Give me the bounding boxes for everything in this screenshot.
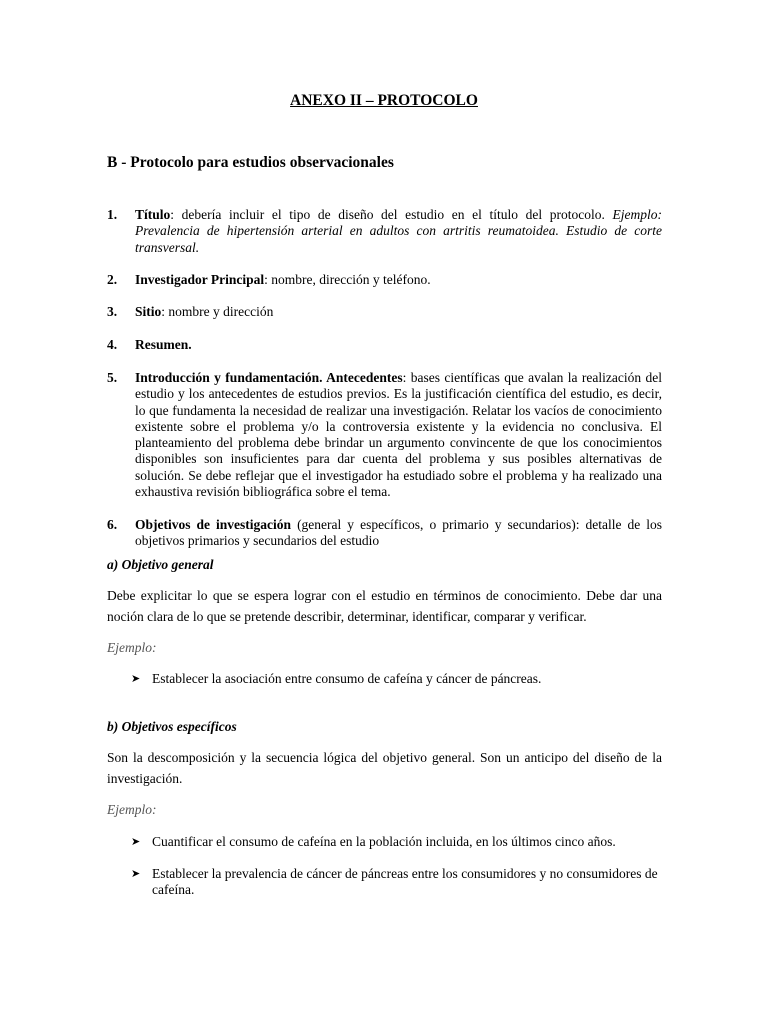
item-text: : bases científicas que avalan la realización del estudio y los antecedentes de estudios previos. Es la justificación científica del estudio, es decir, lo que fundamenta la necesidad de realizar una investigación. Relatar los vacíos de conocimiento existente sobre el problema y/o la controversia existente y la evidencia no conclusiva. El planteamiento del problema debe brindar un argumento convincente de que los conocimientos disponibles son insuficientes para dar cuenta del problema y sus posibles alternativas de solución. Se debe reflejar que el investigador ha estudiado sobre el problema y ha realizado una exhaustiva revisión bibliográfica sobre el tema.	[135, 370, 663, 500]
item-number: 6.	[107, 517, 118, 532]
list-item	[107, 207, 662, 256]
item-label: Resumen.	[135, 337, 192, 352]
paragraph-specific: Son la descomposición y la secuencia lógica del objetivo general. Son un anticipo del diseño de la investigación.	[107, 750, 662, 786]
item-text: : nombre y dirección	[161, 304, 274, 319]
item-number: 2.	[107, 272, 118, 287]
page-title: ANEXO II – PROTOCOLO	[290, 92, 478, 109]
list-item	[107, 517, 662, 550]
subsection-heading-general: a) Objetivo general	[107, 557, 214, 572]
arrowhead-bullet-icon: ➤	[131, 867, 141, 880]
bullet-text: Establecer la prevalencia de cáncer de páncreas entre los consumidores y no consumidores de cafeína.	[152, 866, 658, 898]
item-text: (general y específicos, o primario y secundarios): detalle de los objetivos primarios y secundarios del estudio	[135, 517, 662, 549]
section-heading: B - Protocolo para estudios observacionales	[107, 154, 394, 171]
arrowhead-bullet-icon: ➤	[131, 835, 141, 848]
item-label: Objetivos de investigación	[135, 517, 292, 532]
item-text: : debería incluir el tipo de diseño del estudio en el título del protocolo.	[170, 207, 613, 222]
item-label: Investigador Principal	[135, 272, 265, 287]
item-example: Ejemplo: Prevalencia de hipertensión arterial en adultos con artritis reumatoidea. Estudio de corte transversal.	[135, 207, 662, 255]
list-item	[107, 370, 662, 500]
bullet-item	[131, 671, 662, 687]
paragraph-general: Debe explicitar lo que se espera lograr con el estudio en términos de conocimiento. Debe dar una noción clara de lo que se pretende describir, determinar, identificar, comparar y verificar.	[107, 588, 662, 624]
item-number: 5.	[107, 370, 118, 385]
subsection-heading-specific: b) Objetivos específicos	[107, 719, 237, 734]
bullet-text: Establecer la asociación entre consumo de cafeína y cáncer de páncreas.	[152, 671, 542, 686]
bullet-item	[131, 834, 662, 850]
list-item	[107, 272, 662, 288]
item-text: : nombre, dirección y teléfono.	[264, 272, 431, 287]
list-item	[107, 304, 662, 320]
example-label: Ejemplo:	[107, 640, 157, 655]
item-number: 4.	[107, 337, 118, 352]
list-item	[107, 337, 662, 353]
example-label: Ejemplo:	[107, 802, 157, 817]
item-label: Título	[135, 207, 171, 222]
bullet-text: Cuantificar el consumo de cafeína en la población incluida, en los últimos cinco años.	[152, 834, 616, 849]
item-label: Sitio	[135, 304, 162, 319]
bullet-item	[131, 866, 662, 899]
item-number: 3.	[107, 304, 118, 319]
arrowhead-bullet-icon: ➤	[131, 672, 141, 685]
item-label: Introducción y fundamentación. Antecedentes	[135, 370, 403, 385]
item-number: 1.	[107, 207, 118, 222]
